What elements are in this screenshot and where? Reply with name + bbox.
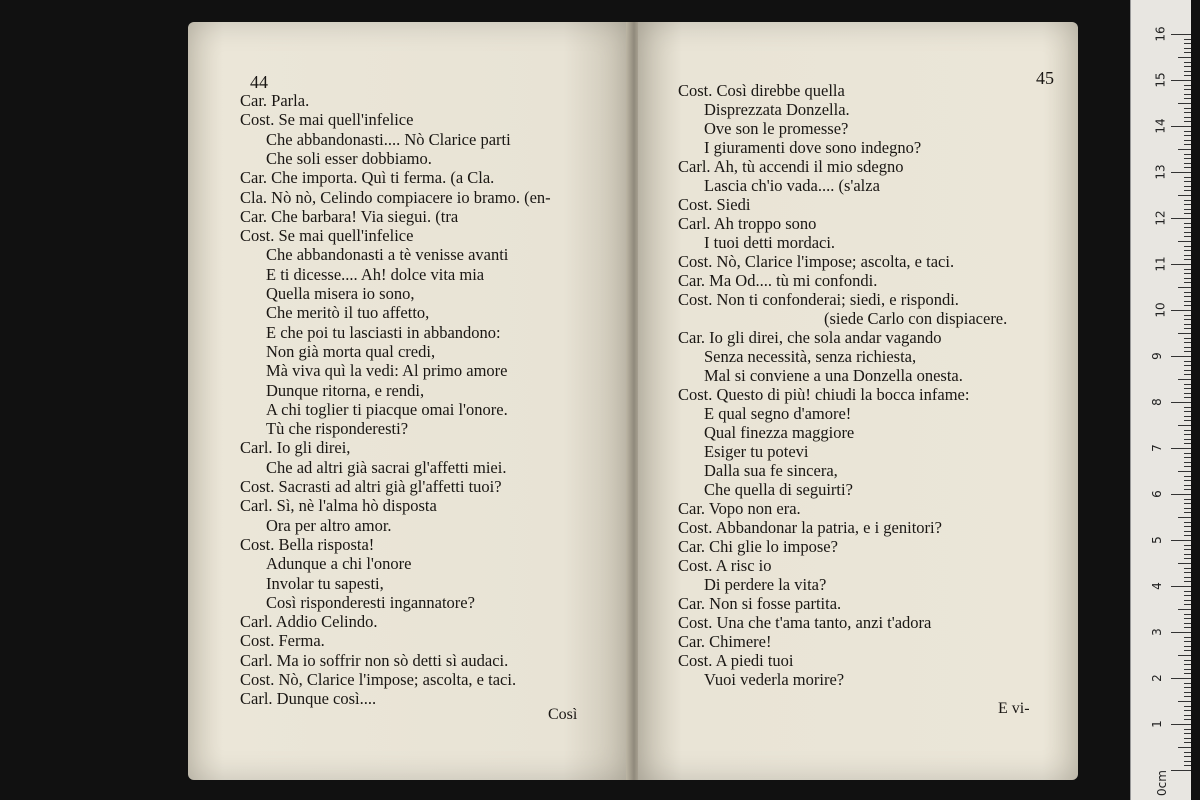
ruler-tick: [1171, 356, 1191, 357]
text-line: Carl. Ah troppo sono: [678, 214, 817, 233]
ruler-tick: [1184, 581, 1191, 582]
text-line: E che poi tu lasciasti in abbandono:: [266, 322, 501, 342]
ruler-tick: [1171, 770, 1191, 771]
ruler-tick: [1184, 733, 1191, 734]
ruler-tick: [1184, 512, 1191, 513]
ruler-tick: [1184, 430, 1191, 431]
ruler-tick: [1171, 632, 1191, 633]
ruler-tick: [1184, 43, 1191, 44]
ruler-tick: [1184, 305, 1191, 306]
ruler-number: 4: [1149, 582, 1164, 590]
text-line: (siede Carlo con dispiacere.: [824, 309, 1008, 328]
ruler-tick: [1184, 646, 1191, 647]
text-line: Involar tu sapesti,: [266, 573, 384, 593]
ruler-tick: [1184, 531, 1191, 532]
ruler-tick: [1184, 591, 1191, 592]
ruler-tick: [1184, 209, 1191, 210]
text-line: I tuoi detti mordaci.: [704, 233, 836, 252]
ruler-tick: [1184, 554, 1191, 555]
text-line: Cost. Siedi: [678, 195, 751, 214]
text-line: Car. Chi glie lo impose?: [678, 537, 838, 556]
ruler-tick: [1184, 761, 1191, 762]
text-line: Car. Che barbara! Via siegui. (tra: [240, 206, 459, 226]
ruler-unit-label: 0cm: [1154, 770, 1169, 796]
text-line: Cost. Una che t'ama tanto, anzi t'adora: [678, 613, 932, 632]
text-line: Quella misera io sono,: [266, 284, 415, 303]
text-line: Car. Chimere!: [678, 632, 772, 651]
text-line: Qual finezza maggiore: [704, 423, 855, 442]
ruler-number: 13: [1153, 164, 1168, 180]
ruler-tick: [1184, 650, 1191, 651]
ruler-tick: [1171, 80, 1191, 81]
ruler-tick: [1184, 420, 1191, 421]
ruler-tick: [1184, 604, 1191, 605]
ruler-tick: [1184, 282, 1191, 283]
ruler-tick: [1184, 765, 1191, 766]
ruler-tick: [1184, 117, 1191, 118]
catchword-left: Così: [548, 706, 578, 723]
text-line: Car. Io gli direi, che sola andar vagando: [678, 328, 942, 347]
ruler-tick: [1184, 255, 1191, 256]
ruler-tick: [1171, 724, 1191, 725]
ruler-tick: [1184, 673, 1191, 674]
ruler-tick: [1184, 144, 1191, 145]
ruler-tick: [1171, 540, 1191, 541]
ruler-tick: [1184, 131, 1191, 132]
page-number-right: 45: [1036, 68, 1054, 88]
ruler-tick: [1184, 319, 1191, 320]
ruler-tick: [1184, 259, 1191, 260]
ruler-tick: [1184, 374, 1191, 375]
ruler-tick: [1184, 388, 1191, 389]
ruler-number: 1: [1149, 720, 1164, 728]
measurement-ruler: [1130, 0, 1191, 800]
ruler-tick: [1184, 549, 1191, 550]
ruler-tick: [1184, 269, 1191, 270]
text-line: E qual segno d'amore!: [704, 404, 852, 423]
text-line: Car. Che importa. Quì ti ferma. (a Cla.: [240, 168, 495, 188]
ruler-tick: [1184, 190, 1191, 191]
ruler-tick: [1184, 614, 1191, 615]
ruler-number: 14: [1153, 118, 1168, 134]
ruler-tick: [1184, 503, 1191, 504]
ruler-tick: [1184, 692, 1191, 693]
left-page: [188, 22, 630, 780]
ruler-number: 16: [1153, 26, 1168, 42]
ruler-number: 9: [1149, 352, 1164, 360]
ruler-tick: [1171, 172, 1191, 173]
text-line: Di perdere la vita?: [704, 575, 827, 594]
text-line: Cost. Abbandonar la patria, e i genitori?: [678, 518, 942, 537]
text-line: Che quella di seguirti?: [704, 480, 853, 499]
ruler-tick: [1178, 333, 1191, 334]
text-line: Che meritò il tuo affetto,: [266, 303, 430, 323]
text-line: Che abbandonasti.... Nò Clarice parti: [266, 129, 511, 149]
page-number-left: 44: [250, 72, 268, 92]
ruler-tick: [1178, 425, 1191, 426]
ruler-tick: [1184, 443, 1191, 444]
ruler-tick: [1184, 246, 1191, 247]
ruler-tick: [1184, 347, 1191, 348]
ruler-tick: [1184, 696, 1191, 697]
ruler-tick: [1184, 361, 1191, 362]
ruler-tick: [1184, 186, 1191, 187]
ruler-tick: [1184, 499, 1191, 500]
ruler-tick: [1184, 522, 1191, 523]
text-line: Cost. Così direbbe quella: [678, 81, 845, 100]
text-line: Mal si conviene a una Donzella onesta.: [704, 366, 963, 385]
text-line: Dunque ritorna, e rendi,: [266, 380, 425, 400]
ruler-tick: [1184, 342, 1191, 343]
ruler-tick: [1184, 98, 1191, 99]
ruler-tick: [1184, 328, 1191, 329]
ruler-tick: [1184, 476, 1191, 477]
ruler-tick: [1184, 108, 1191, 109]
ruler-tick: [1171, 402, 1191, 403]
ruler-tick: [1184, 200, 1191, 201]
ruler-tick: [1184, 52, 1191, 53]
ruler-tick: [1184, 535, 1191, 536]
text-line: Esiger tu potevi: [704, 442, 809, 461]
ruler-number: 2: [1149, 674, 1164, 682]
text-line: Dalla sua fe sincera,: [704, 461, 838, 480]
ruler-tick: [1184, 177, 1191, 178]
ruler-tick: [1184, 204, 1191, 205]
text-line: Ora per altro amor.: [266, 515, 392, 535]
ruler-tick: [1184, 365, 1191, 366]
text-line: Carl. Sì, nè l'alma hò disposta: [240, 496, 437, 516]
ruler-tick: [1184, 623, 1191, 624]
ruler-tick: [1184, 301, 1191, 302]
ruler-tick: [1184, 121, 1191, 122]
ruler-number: 3: [1149, 628, 1164, 636]
ruler-tick: [1184, 641, 1191, 642]
ruler-tick: [1184, 568, 1191, 569]
ruler-tick: [1178, 517, 1191, 518]
ruler-tick: [1178, 149, 1191, 150]
ruler-tick: [1184, 466, 1191, 467]
ruler-tick: [1184, 324, 1191, 325]
ruler-tick: [1184, 338, 1191, 339]
ruler-tick: [1184, 407, 1191, 408]
ruler-tick: [1184, 439, 1191, 440]
text-line: Carl. Ma io soffrir non sò detti sì audaci.: [240, 650, 509, 670]
text-line: Che soli esser dobbiamo.: [266, 148, 432, 168]
ruler-tick: [1184, 75, 1191, 76]
ruler-tick: [1184, 39, 1191, 40]
ruler-tick: [1171, 448, 1191, 449]
ruler-tick: [1184, 370, 1191, 371]
ruler-tick: [1184, 572, 1191, 573]
ruler-tick: [1184, 250, 1191, 251]
ruler-tick: [1184, 48, 1191, 49]
ruler-tick: [1184, 756, 1191, 757]
ruler-number: 5: [1149, 536, 1164, 544]
ruler-tick: [1184, 545, 1191, 546]
ruler-tick: [1178, 379, 1191, 380]
ruler-tick: [1184, 351, 1191, 352]
ruler-tick: [1184, 526, 1191, 527]
ruler-tick: [1171, 264, 1191, 265]
ruler-tick: [1178, 103, 1191, 104]
text-line: Che ad altri già sacrai gl'affetti miei.: [266, 457, 507, 477]
ruler-tick: [1184, 85, 1191, 86]
text-line: Cost. Nò, Clarice l'impose; ascolta, e taci.: [678, 252, 955, 271]
ruler-number: 11: [1153, 256, 1168, 272]
text-line: Car. Ma Od.... tù mi confondi.: [678, 271, 878, 290]
text-line: Che abbandonasti a tè venisse avanti: [266, 245, 509, 265]
ruler-tick: [1178, 287, 1191, 288]
ruler-tick: [1184, 687, 1191, 688]
ruler-tick: [1184, 296, 1191, 297]
text-line: Car. Non si fosse partita.: [678, 594, 842, 613]
ruler-tick: [1171, 310, 1191, 311]
ruler-tick: [1184, 669, 1191, 670]
ruler-tick: [1184, 167, 1191, 168]
text-line: Non già morta qual credi,: [266, 341, 436, 361]
text-line: Cost. Se mai quell'infelice: [240, 110, 414, 130]
open-book: [188, 22, 1078, 780]
ruler-tick: [1178, 609, 1191, 610]
ruler-tick: [1184, 154, 1191, 155]
ruler-tick: [1184, 397, 1191, 398]
ruler-tick: [1184, 453, 1191, 454]
text-line: Carl. Io gli direi,: [240, 438, 351, 458]
ruler-tick: [1184, 618, 1191, 619]
ruler-tick: [1184, 273, 1191, 274]
text-line: Carl. Ah, tù accendi il mio sdegno: [678, 157, 904, 176]
ruler-tick: [1184, 416, 1191, 417]
ruler-tick: [1184, 278, 1191, 279]
ruler-tick: [1171, 494, 1191, 495]
ruler-tick: [1184, 710, 1191, 711]
text-line: Cost. Se mai quell'infelice: [240, 226, 414, 246]
text-line: Disprezzata Donzella.: [704, 100, 850, 119]
text-line: Cost. Bella risposta!: [240, 534, 375, 554]
ruler-tick: [1184, 163, 1191, 164]
text-line: Senza necessità, senza richiesta,: [704, 347, 917, 366]
ruler-tick: [1184, 181, 1191, 182]
ruler-tick: [1184, 706, 1191, 707]
ruler-tick: [1178, 471, 1191, 472]
ruler-tick: [1184, 462, 1191, 463]
ruler-tick: [1184, 236, 1191, 237]
right-page: [638, 22, 1078, 780]
ruler-tick: [1184, 158, 1191, 159]
ruler-number: 6: [1149, 490, 1164, 498]
text-line: Cost. A risc io: [678, 556, 772, 575]
ruler-tick: [1184, 577, 1191, 578]
ruler-tick: [1184, 637, 1191, 638]
ruler-tick: [1178, 563, 1191, 564]
ruler-tick: [1184, 66, 1191, 67]
ruler-tick: [1184, 742, 1191, 743]
ruler-tick: [1184, 480, 1191, 481]
ruler-tick: [1184, 232, 1191, 233]
text-line: Cla. Nò nò, Celindo compiacere io bramo. (en-: [240, 187, 551, 207]
ruler-tick: [1171, 126, 1191, 127]
ruler-number: 10: [1153, 302, 1168, 318]
ruler-tick: [1184, 135, 1191, 136]
ruler-tick: [1184, 112, 1191, 113]
ruler-tick: [1171, 34, 1191, 35]
ruler-tick: [1184, 94, 1191, 95]
text-line: Cost. Ferma.: [240, 631, 325, 651]
text-line: Così risponderesti ingannatore?: [266, 592, 475, 612]
ruler-tick: [1184, 558, 1191, 559]
ruler-number: 7: [1149, 444, 1164, 452]
ruler-tick: [1184, 715, 1191, 716]
text-line: I giuramenti dove sono indegno?: [704, 138, 922, 157]
text-line: Mà viva quì la vedi: Al primo amore: [266, 361, 508, 381]
ruler-tick: [1178, 57, 1191, 58]
ruler-tick: [1184, 664, 1191, 665]
ruler-tick: [1184, 489, 1191, 490]
text-line: Cost. Sacrasti ad altri già gl'affetti tuoi?: [240, 477, 502, 496]
text-line: Cost. A piedi tuoi: [678, 651, 794, 670]
ruler-tick: [1178, 195, 1191, 196]
ruler-tick: [1184, 213, 1191, 214]
ruler-tick: [1184, 508, 1191, 509]
ruler-tick: [1178, 701, 1191, 702]
ruler-tick: [1184, 627, 1191, 628]
ruler-tick: [1184, 752, 1191, 753]
ruler-number: 8: [1149, 398, 1164, 406]
ruler-tick: [1184, 223, 1191, 224]
ruler-tick: [1184, 457, 1191, 458]
text-line: Cost. Nò, Clarice l'impose; ascolta, e taci.: [240, 670, 517, 689]
text-line: Car. Vopo non era.: [678, 499, 801, 518]
text-line: Vuoi vederla morire?: [704, 670, 845, 689]
ruler-tick: [1171, 586, 1191, 587]
ruler-tick: [1184, 411, 1191, 412]
ruler-tick: [1184, 719, 1191, 720]
ruler-tick: [1178, 241, 1191, 242]
text-line: Cost. Non ti confonderai; siedi, e rispondi.: [678, 290, 959, 309]
ruler-tick: [1184, 140, 1191, 141]
ruler-tick: [1184, 292, 1191, 293]
text-line: Carl. Dunque così....: [240, 689, 377, 709]
ruler-tick: [1184, 434, 1191, 435]
text-line: Lascia ch'io vada.... (s'alza: [704, 176, 880, 195]
ruler-tick: [1184, 660, 1191, 661]
ruler-tick: [1184, 71, 1191, 72]
ruler-tick: [1184, 729, 1191, 730]
ruler-tick: [1184, 62, 1191, 63]
ruler-tick: [1171, 678, 1191, 679]
ruler-tick: [1184, 89, 1191, 90]
ruler-tick: [1184, 595, 1191, 596]
ruler-tick: [1184, 393, 1191, 394]
ruler-tick: [1184, 315, 1191, 316]
ruler-tick: [1171, 218, 1191, 219]
ruler-tick: [1184, 738, 1191, 739]
text-line: Tù che risponderesti?: [266, 419, 409, 439]
ruler-tick: [1184, 485, 1191, 486]
ruler-number: 15: [1153, 72, 1168, 88]
catchword-right: E vi-: [998, 700, 1030, 717]
text-line: Car. Parla.: [240, 91, 310, 110]
ruler-tick: [1184, 683, 1191, 684]
ruler-tick: [1178, 655, 1191, 656]
text-line: Adunque a chi l'onore: [266, 554, 412, 574]
ruler-tick: [1184, 227, 1191, 228]
ruler-number: 12: [1153, 210, 1168, 226]
ruler-tick: [1184, 384, 1191, 385]
text-line: A chi toglier ti piacque omai l'onore.: [266, 399, 508, 419]
text-line: Ove son le promesse?: [704, 119, 849, 138]
text-line: E ti dicesse.... Ah! dolce vita mia: [266, 264, 485, 284]
ruler-tick: [1184, 600, 1191, 601]
text-line: Carl. Addio Celindo.: [240, 612, 378, 632]
text-line: Cost. Questo di più! chiudi la bocca infame:: [678, 385, 970, 404]
ruler-tick: [1178, 747, 1191, 748]
